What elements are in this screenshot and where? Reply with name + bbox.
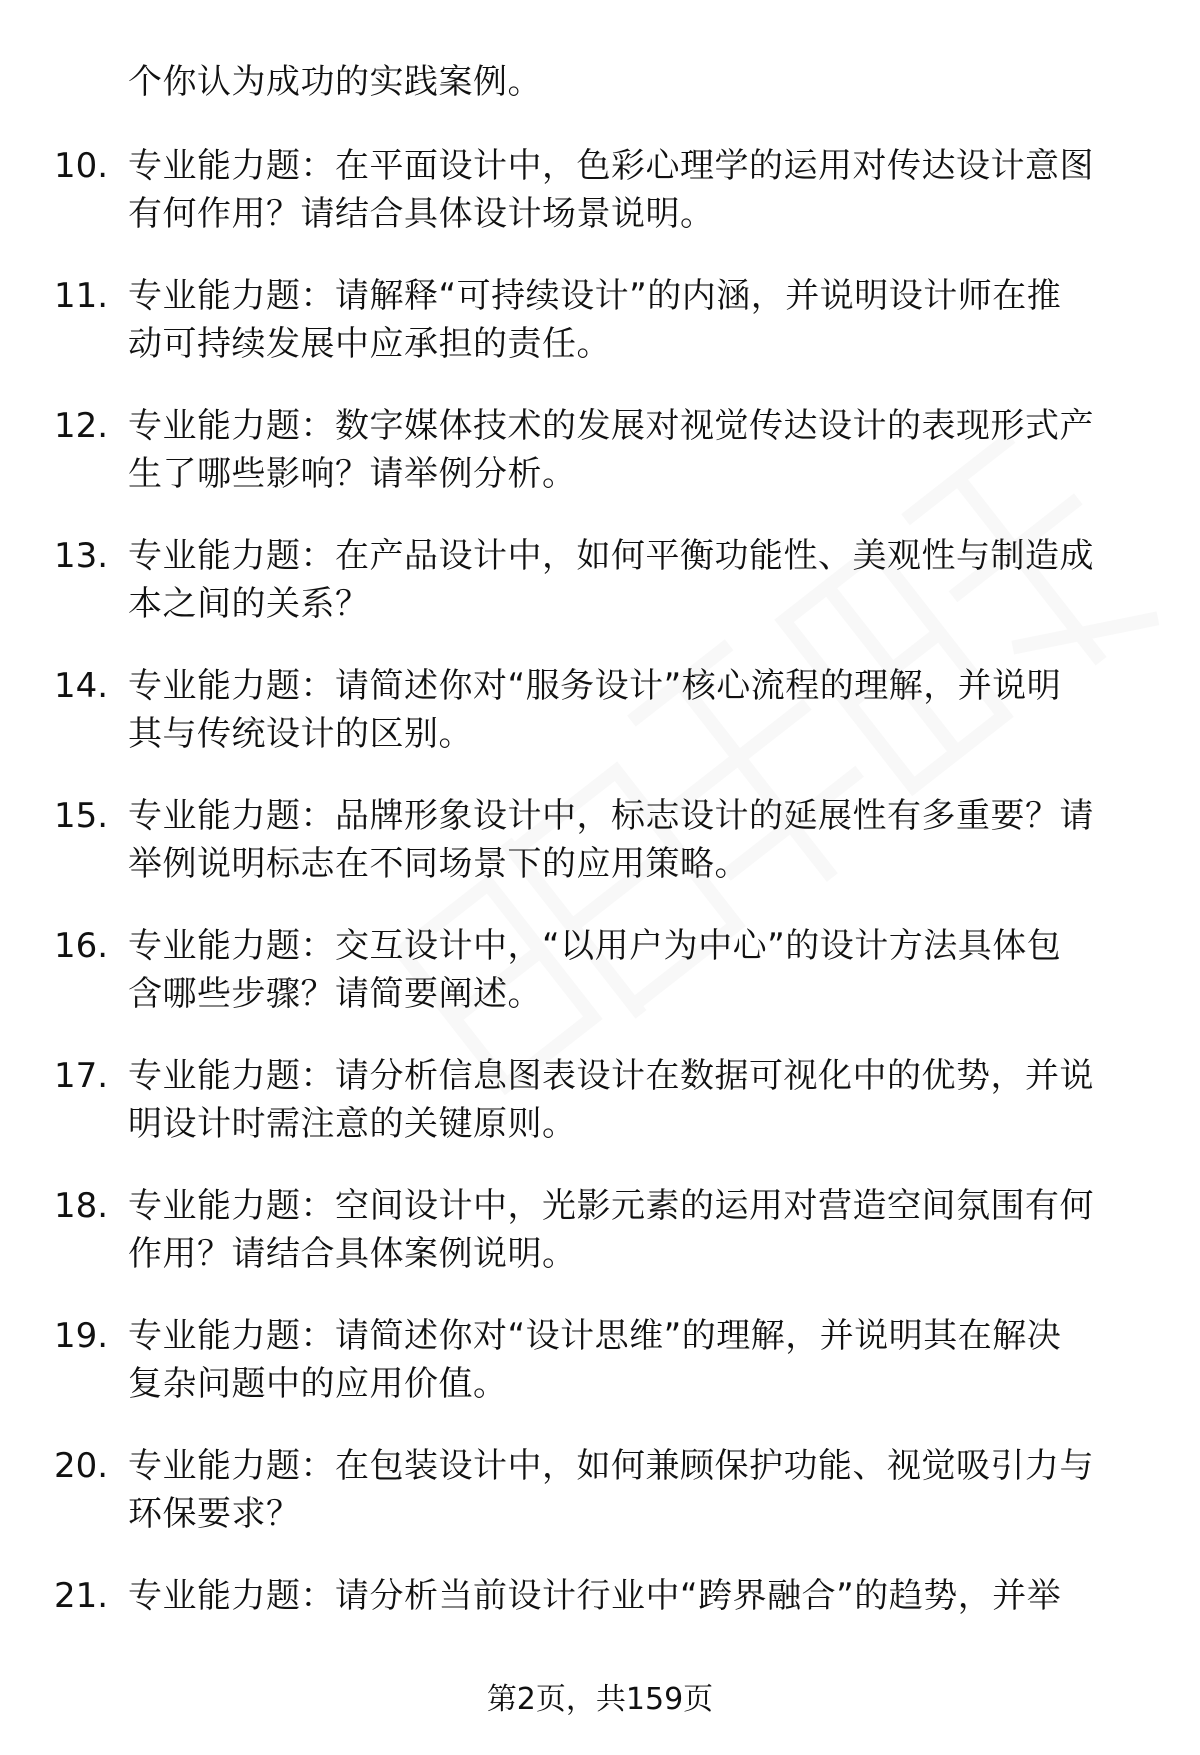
question-item-16 <box>0 922 1200 1052</box>
question-line: 专业能力题：交互设计中，“以用户为中心”的设计方法具体包 <box>128 926 1062 966</box>
question-text <box>128 272 1138 368</box>
question-line: 专业能力题：品牌形象设计中，标志设计的延展性有多重要？请 <box>128 796 1094 836</box>
question-number: 12. <box>54 406 109 446</box>
question-text <box>128 792 1138 888</box>
question-item-19 <box>0 1312 1200 1442</box>
question-text <box>128 142 1138 238</box>
question-text <box>128 402 1138 498</box>
page-footer: 第2页，共159页 <box>486 1682 714 1717</box>
question-item-20 <box>0 1442 1200 1572</box>
question-number: 15. <box>54 796 109 836</box>
question-number: 19. <box>54 1316 109 1356</box>
question-line: 本之间的关系？ <box>128 584 370 624</box>
question-item-10 <box>0 142 1200 272</box>
question-line: 专业能力题：请简述你对“服务设计”核心流程的理解，并说明 <box>128 666 1062 706</box>
question-line: 环保要求？ <box>128 1494 301 1534</box>
question-line: 生了哪些影响？请举例分析。 <box>128 454 577 494</box>
question-line: 专业能力题：在平面设计中，色彩心理学的运用对传达设计意图 <box>128 146 1094 186</box>
question-line: 专业能力题：在包装设计中，如何兼顾保护功能、视觉吸引力与 <box>128 1446 1094 1486</box>
question-line: 作用？请结合具体案例说明。 <box>128 1234 577 1274</box>
question-line: 动可持续发展中应承担的责任。 <box>128 324 611 364</box>
question-item-17 <box>0 1052 1200 1182</box>
question-text <box>128 1182 1138 1278</box>
question-line: 专业能力题：数字媒体技术的发展对视觉传达设计的表现形式产 <box>128 406 1094 446</box>
question-item-14 <box>0 662 1200 792</box>
question-line: 专业能力题：请解释“可持续设计”的内涵，并说明设计师在推 <box>128 276 1062 316</box>
question-line: 明设计时需注意的关键原则。 <box>128 1104 577 1144</box>
question-text <box>128 1052 1138 1148</box>
question-item-18 <box>0 1182 1200 1312</box>
question-number: 18. <box>54 1186 109 1226</box>
question-text <box>128 1572 1138 1620</box>
question-text <box>128 662 1138 758</box>
question-line: 专业能力题：在产品设计中，如何平衡功能性、美观性与制造成 <box>128 536 1094 576</box>
question-text <box>128 922 1138 1018</box>
question-line: 复杂问题中的应用价值。 <box>128 1364 508 1404</box>
question-number: 11. <box>54 276 109 316</box>
question-item-12 <box>0 402 1200 532</box>
question-number: 14. <box>54 666 109 706</box>
question-text <box>128 532 1138 628</box>
question-item-11 <box>0 272 1200 402</box>
question-number: 13. <box>54 536 109 576</box>
question-line: 含哪些步骤？请简要阐述。 <box>128 974 542 1014</box>
question-item-13 <box>0 532 1200 662</box>
question-line: 有何作用？请结合具体设计场景说明。 <box>128 194 715 234</box>
question-list <box>0 142 1200 1702</box>
question-text <box>128 1442 1138 1538</box>
question-number: 20. <box>54 1446 109 1486</box>
question-item-15 <box>0 792 1200 922</box>
question-line: 专业能力题：请分析信息图表设计在数据可视化中的优势，并说 <box>128 1056 1094 1096</box>
question-line: 其与传统设计的区别。 <box>128 714 473 754</box>
question-number: 17. <box>54 1056 109 1096</box>
question-line: 专业能力题：请简述你对“设计思维”的理解，并说明其在解决 <box>128 1316 1062 1356</box>
question-line: 专业能力题：空间设计中，光影元素的运用对营造空间氛围有何 <box>128 1186 1094 1226</box>
question-line: 举例说明标志在不同场景下的应用策略。 <box>128 844 749 884</box>
continued-question-line: 个你认为成功的实践案例。 <box>128 62 542 102</box>
question-number: 10. <box>54 146 109 186</box>
question-line: 专业能力题：请分析当前设计行业中“跨界融合”的趋势，并举 <box>128 1576 1062 1616</box>
question-number: 21. <box>54 1576 109 1616</box>
question-text <box>128 1312 1138 1408</box>
question-number: 16. <box>54 926 109 966</box>
